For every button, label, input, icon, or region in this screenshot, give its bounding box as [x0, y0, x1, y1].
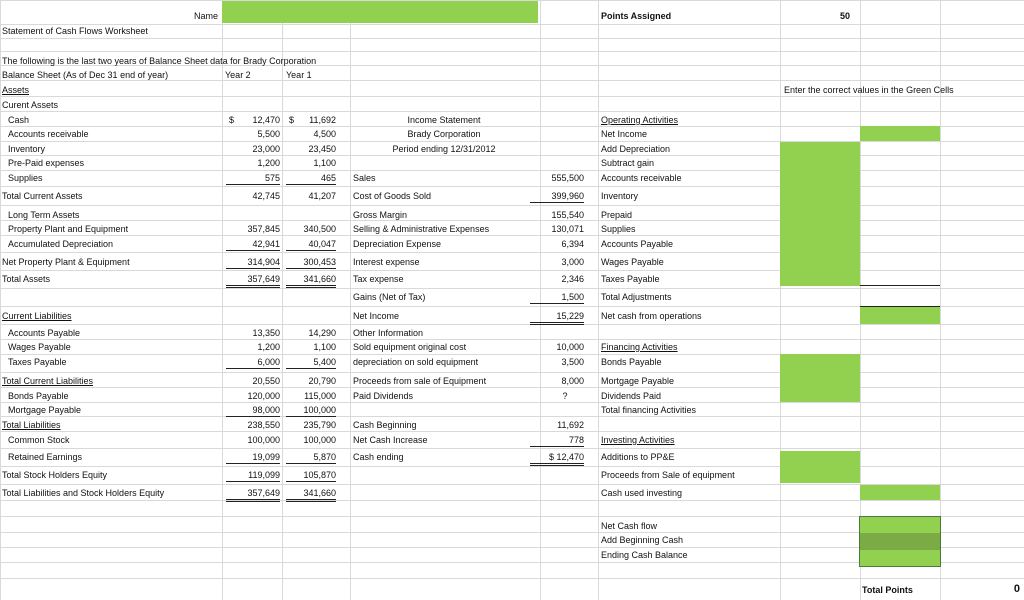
taxes-label: Taxes Payable: [8, 357, 67, 367]
inventory-y2: 23,000: [252, 144, 280, 154]
cash-y2: 12,470: [252, 115, 280, 125]
retained-earnings-y1: 5,870: [286, 451, 336, 464]
net-income-input-cell[interactable]: [860, 126, 940, 141]
financing-header: Financing Activities: [601, 342, 678, 352]
cf-net-income: Net Income: [601, 129, 648, 139]
total-current-assets-y1: 41,207: [308, 191, 336, 201]
inventory-label: Inventory: [8, 144, 46, 154]
net-ppe-y2: 314,904: [226, 256, 280, 269]
dep-sold-value: 3,500: [561, 357, 584, 367]
supplies-y2: 575: [226, 172, 280, 185]
interest-label: Interest expense: [353, 257, 420, 267]
net-cash-increase-value: 778: [530, 434, 584, 447]
tax-label: Tax expense: [353, 274, 404, 284]
total-le-y1: 341,660: [286, 487, 336, 502]
acc-dep-label: Accumulated Depreciation: [8, 239, 114, 249]
cash-investing-input-cell[interactable]: [860, 485, 940, 500]
tax-value: 2,346: [561, 274, 584, 284]
points-assigned-label: Points Assigned: [601, 11, 672, 21]
cf-ar: Accounts receivable: [601, 173, 682, 183]
ending-cash-input-block[interactable]: [859, 516, 941, 567]
income-statement-period: Period ending 12/31/2012: [392, 144, 496, 154]
prepaid-label: Pre-Paid expenses: [8, 158, 85, 168]
ppe-label: Property Plant and Equipment: [8, 224, 129, 234]
cf-inventory: Inventory: [601, 191, 639, 201]
net-income-label: Net Income: [353, 311, 400, 321]
retained-earnings-y2: 19,099: [226, 451, 280, 464]
cf-add-beginning: Add Beginning Cash: [601, 535, 684, 545]
cf-ap: Accounts Payable: [601, 239, 674, 249]
cf-bonds: Bonds Payable: [601, 357, 662, 367]
cogs-value: 399,960: [530, 190, 584, 203]
cf-subtract-gain: Subtract gain: [601, 158, 655, 168]
investing-header: Investing Activities: [601, 435, 675, 445]
current-assets-header: Curent Assets: [2, 100, 59, 110]
rule: [860, 285, 940, 286]
prepaid-y2: 1,200: [257, 158, 280, 168]
sales-value: 555,500: [551, 173, 584, 183]
retained-earnings-label: Retained Earnings: [8, 452, 83, 462]
ar-label: Accounts receivable: [8, 129, 89, 139]
instruction-text: Enter the correct values in the Green Cells: [784, 85, 954, 95]
total-points-value: 0: [1013, 583, 1020, 595]
total-current-liabilities-label: Total Current Liabilities: [2, 376, 94, 386]
supplies-label: Supplies: [8, 173, 43, 183]
cash-beginning-label: Cash Beginning: [353, 420, 417, 430]
supplies-y1: 465: [286, 172, 336, 185]
cf-dividends: Dividends Paid: [601, 391, 662, 401]
total-current-assets-label: Total Current Assets: [2, 191, 83, 201]
bonds-y1: 115,000: [304, 391, 336, 401]
total-assets-label: Total Assets: [2, 274, 51, 284]
net-income-value: 15,229: [530, 310, 584, 325]
ap-y2: 13,350: [252, 328, 280, 338]
cf-total-fin: Total financing Activities: [601, 405, 697, 415]
operating-header: Operating Activities: [601, 115, 679, 125]
name-input-cell[interactable]: [222, 1, 538, 23]
cf-supplies: Supplies: [601, 224, 636, 234]
total-equity-label: Total Stock Holders Equity: [2, 470, 108, 480]
cash-ending-label: Cash ending: [353, 452, 404, 462]
ar-y1: 4,500: [313, 129, 336, 139]
gross-margin-label: Gross Margin: [353, 210, 408, 220]
cf-ending-cash: Ending Cash Balance: [601, 550, 688, 560]
sga-label: Selling & Administrative Expenses: [353, 224, 490, 234]
sga-value: 130,071: [551, 224, 584, 234]
cogs-label: Cost of Goods Sold: [353, 191, 432, 201]
income-statement-title: Income Statement: [407, 115, 481, 125]
prepaid-y1: 1,100: [313, 158, 336, 168]
cf-mortgage: Mortgage Payable: [601, 376, 675, 386]
cash-ending-value: $ 12,470: [530, 451, 584, 466]
ap-label: Accounts Payable: [8, 328, 81, 338]
bonds-label: Bonds Payable: [8, 391, 69, 401]
cf-proceeds: Proceeds from Sale of equipment: [601, 470, 735, 480]
acc-dep-y1: 40,047: [286, 238, 336, 251]
total-current-liabilities-y2: 20,550: [252, 376, 280, 386]
taxes-y2: 6,000: [226, 356, 280, 369]
gross-margin-value: 155,540: [551, 210, 584, 220]
total-le-label: Total Liabilities and Stock Holders Equity: [2, 488, 165, 498]
intro-line2: Balance Sheet (As of Dec 31 end of year): [2, 70, 169, 80]
common-stock-label: Common Stock: [8, 435, 70, 445]
currency-symbol: $: [229, 115, 235, 125]
mortgage-y2: 98,000: [226, 404, 280, 417]
mortgage-y1: 100,000: [286, 404, 336, 417]
intro-line1: The following is the last two years of Balance Sheet data for Brady Corporation: [2, 56, 317, 66]
total-points-label: Total Points: [862, 585, 913, 595]
total-assets-y1: 341,660: [286, 273, 336, 288]
total-assets-y2: 357,649: [226, 273, 280, 288]
dep-label: Depreciation Expense: [353, 239, 442, 249]
inventory-y1: 23,450: [308, 144, 336, 154]
sales-label: Sales: [353, 173, 376, 183]
total-liabilities-y2: 238,550: [247, 420, 280, 430]
investing-input-cells[interactable]: [780, 451, 860, 483]
gains-value: 1,500: [530, 291, 584, 304]
ar-y2: 5,500: [257, 129, 280, 139]
year1-header: Year 1: [286, 70, 312, 80]
cf-add-dep: Add Depreciation: [601, 144, 671, 154]
points-assigned-value: 50: [839, 11, 850, 21]
current-liabilities-header: Current Liabilities: [2, 311, 72, 321]
net-cash-increase-label: Net Cash Increase: [353, 435, 428, 445]
cf-net-cash-ops: Net cash from operations: [601, 311, 702, 321]
total-current-assets-y2: 42,745: [252, 191, 280, 201]
total-equity-y2: 119,099: [226, 469, 280, 482]
rule: [860, 306, 940, 307]
cf-cash-investing: Cash used investing: [601, 488, 683, 498]
dep-value: 6,394: [561, 239, 584, 249]
proceeds-label: Proceeds from sale of Equipment: [353, 376, 487, 386]
total-current-liabilities-y1: 20,790: [308, 376, 336, 386]
bonds-y2: 120,000: [247, 391, 280, 401]
gains-label: Gains (Net of Tax): [353, 292, 426, 302]
total-equity-y1: 105,870: [286, 469, 336, 482]
taxes-y1: 5,400: [286, 356, 336, 369]
ppe-y2: 357,845: [247, 224, 280, 234]
net-ppe-y1: 300,453: [286, 256, 336, 269]
wages-y2: 1,200: [257, 342, 280, 352]
sold-cost-value: 10,000: [556, 342, 584, 352]
assets-header: Assets: [2, 85, 30, 95]
acc-dep-y2: 42,941: [226, 238, 280, 251]
cf-total-adj: Total Adjustments: [601, 292, 672, 302]
cash-label: Cash: [8, 115, 30, 125]
sheet-title: Statement of Cash Flows Worksheet: [2, 26, 148, 36]
other-info-header: Other Information: [353, 328, 424, 338]
lt-assets-header: Long Term Assets: [8, 210, 80, 220]
operating-adjustments-input-cells[interactable]: [780, 142, 860, 286]
year2-header: Year 2: [225, 70, 251, 80]
cf-prepaid: Prepaid: [601, 210, 633, 220]
income-statement-company: Brady Corporation: [407, 129, 481, 139]
common-stock-y1: 100,000: [303, 435, 336, 445]
total-le-y2: 357,649: [226, 487, 280, 502]
dividends-label: Paid Dividends: [353, 391, 414, 401]
cash-beginning-value: 11,692: [557, 420, 584, 430]
cf-wages: Wages Payable: [601, 257, 664, 267]
cash-y1: 11,692: [309, 115, 336, 125]
ap-y1: 14,290: [308, 328, 336, 338]
cf-additions: Additions to PP&E: [601, 452, 675, 462]
proceeds-value: 8,000: [561, 376, 584, 386]
common-stock-y2: 100,000: [247, 435, 280, 445]
cf-taxes: Taxes Payable: [601, 274, 660, 284]
sold-cost-label: Sold equipment original cost: [353, 342, 467, 352]
dep-sold-label: depreciation on sold equipment: [353, 357, 479, 367]
net-cash-operations-input-cell[interactable]: [860, 307, 940, 324]
mortgage-label: Mortgage Payable: [8, 405, 82, 415]
financing-input-cells[interactable]: [780, 354, 860, 402]
name-label: Name: [193, 11, 218, 21]
dividends-value: ?: [562, 391, 568, 401]
ppe-y1: 340,500: [303, 224, 336, 234]
cf-net-cash-flow: Net Cash flow: [601, 521, 658, 531]
wages-label: Wages Payable: [8, 342, 71, 352]
total-liabilities-label: Total Liabilities: [2, 420, 61, 430]
net-ppe-label: Net Property Plant & Equipment: [2, 257, 130, 267]
interest-value: 3,000: [561, 257, 584, 267]
currency-symbol: $: [289, 115, 295, 125]
wages-y1: 1,100: [313, 342, 336, 352]
total-liabilities-y1: 235,790: [303, 420, 336, 430]
